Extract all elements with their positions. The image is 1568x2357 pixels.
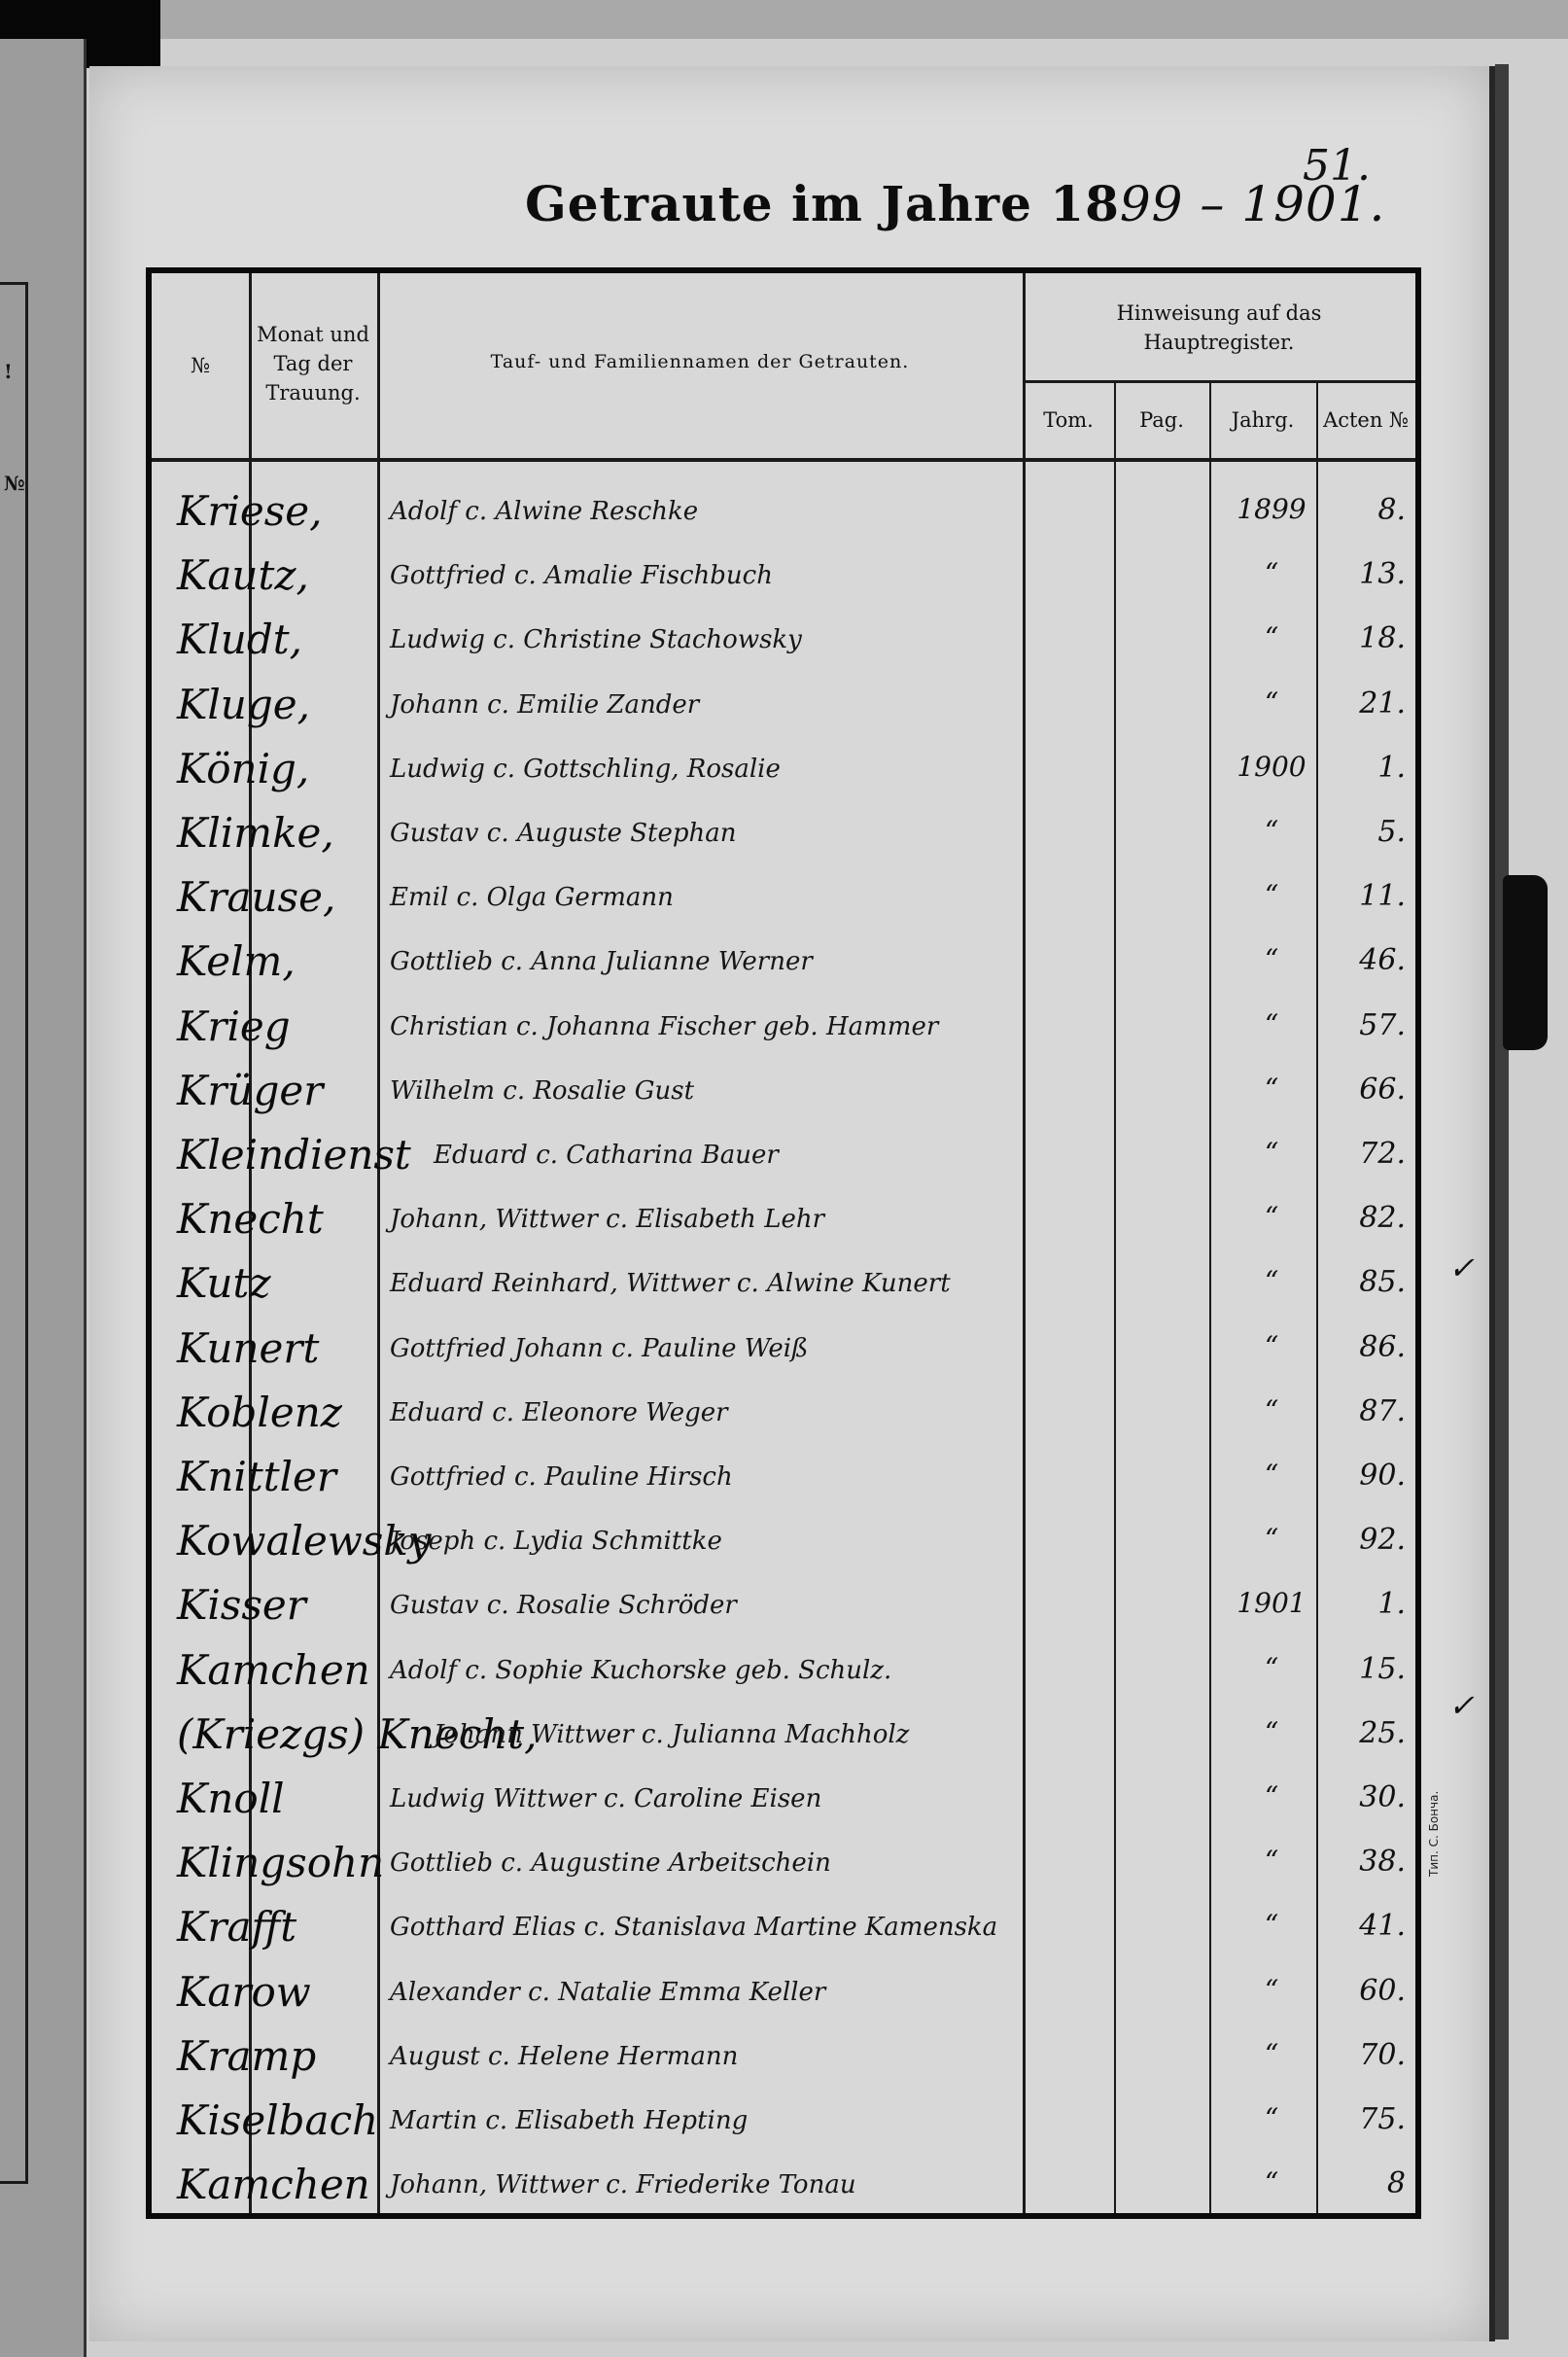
title-handwritten-years: 99 – 1901. <box>1119 176 1386 232</box>
row-year: “ <box>1264 1845 1279 1878</box>
row-names-detail: Joseph c. Lydia Schmittke <box>390 1527 722 1557</box>
row-year: “ <box>1264 2166 1279 2199</box>
row-surname: Kludt, <box>177 616 302 664</box>
header-jahrg: Jahrg. <box>1231 408 1295 432</box>
register-row <box>152 1259 1415 1321</box>
row-surname: Kowalewsky <box>177 1517 432 1565</box>
row-acten-number: 15. <box>1359 1651 1406 1686</box>
header-date <box>249 320 377 407</box>
row-surname: Kutz <box>177 1259 271 1308</box>
left-page-fragment <box>0 39 87 2357</box>
margin-check-mark: ✓ <box>1448 1687 1475 1724</box>
row-surname: Kiselbach <box>177 2096 379 2144</box>
row-acten-number: 21. <box>1359 686 1406 721</box>
row-year: “ <box>1264 1715 1279 1748</box>
register-row <box>152 1195 1415 1257</box>
row-acten-number: 60. <box>1359 1973 1406 2008</box>
row-names-detail: Johann, Wittwer c. Friederike Tonau <box>390 2170 856 2200</box>
row-names-detail: Gustav c. Rosalie Schröder <box>390 1591 737 1621</box>
register-table <box>146 267 1421 2219</box>
row-surname: Kisser <box>177 1581 306 1630</box>
row-acten-number: 92. <box>1359 1523 1406 1558</box>
row-year: “ <box>1264 1393 1279 1426</box>
row-year: “ <box>1264 1329 1279 1362</box>
page-title <box>525 175 1386 232</box>
title-printed: Getraute im Jahre 18 <box>525 175 1120 232</box>
register-row <box>152 1775 1415 1837</box>
row-surname: Kelm, <box>177 937 296 986</box>
register-row <box>152 1389 1415 1451</box>
register-row <box>152 745 1415 807</box>
row-names-detail: Eduard c. Eleonore Weger <box>390 1397 728 1427</box>
row-acten-number: 1. <box>1377 1587 1406 1622</box>
row-surname: Kriese, <box>177 487 323 535</box>
register-row <box>152 937 1415 1000</box>
row-acten-number: 38. <box>1359 1845 1406 1880</box>
row-acten-number: 5. <box>1377 815 1406 849</box>
row-names-detail: Alexander c. Natalie Emma Keller <box>390 1977 826 2007</box>
row-names-detail: Ludwig c. Christine Stachowsky <box>390 625 802 655</box>
row-year: 1900 <box>1237 750 1307 783</box>
header-pag: Pag. <box>1139 408 1184 432</box>
row-names-detail: Wilhelm c. Rosalie Gust <box>390 1075 695 1106</box>
register-row <box>152 1131 1415 1193</box>
row-year: “ <box>1264 1780 1279 1812</box>
row-names-detail: Ludwig c. Gottschling, Rosalie <box>390 754 781 784</box>
row-names-detail: Gottfried c. Amalie Fischbuch <box>390 561 773 591</box>
row-surname: Klimke, <box>177 809 334 857</box>
row-year: “ <box>1264 1072 1279 1105</box>
row-surname: Krüger <box>177 1066 324 1114</box>
row-year: “ <box>1264 943 1279 976</box>
row-surname: Kunert <box>177 1323 320 1372</box>
register-row <box>152 1646 1415 1708</box>
row-acten-number: 1. <box>1377 750 1406 785</box>
row-year: “ <box>1264 1137 1279 1169</box>
row-surname: Krieg <box>177 1002 291 1050</box>
register-row <box>152 1324 1415 1387</box>
row-surname: Koblenz <box>177 1388 342 1436</box>
row-names-detail: Johann c. Emilie Zander <box>390 689 700 720</box>
register-row <box>152 551 1415 614</box>
row-names-detail: Emil c. Olga Germann <box>390 883 674 913</box>
register-row <box>152 1903 1415 1965</box>
row-year: 1899 <box>1237 493 1307 525</box>
row-names-detail: Johann, Wittwer c. Elisabeth Lehr <box>390 1205 825 1235</box>
row-year: “ <box>1264 1201 1279 1234</box>
header-reference <box>1023 299 1415 357</box>
row-year: 1901 <box>1237 1587 1307 1620</box>
row-year: “ <box>1264 686 1279 719</box>
row-surname: Kautz, <box>177 551 309 600</box>
row-acten-number: 41. <box>1359 1909 1406 1944</box>
register-row <box>152 2161 1415 2223</box>
left-page-mark: № <box>4 472 25 495</box>
left-page-table-edge <box>0 282 28 2184</box>
row-acten-number: 70. <box>1359 2037 1406 2072</box>
header-names: Tauf- und Familiennamen der Getrauten. <box>490 351 910 372</box>
row-names-detail: Gottlieb c. Augustine Arbeitschein <box>390 1848 831 1879</box>
register-row <box>152 2096 1415 2159</box>
row-names-detail: Christian c. Johanna Fischer geb. Hammer <box>390 1011 939 1041</box>
row-year: “ <box>1264 2102 1279 2134</box>
row-year: “ <box>1264 1651 1279 1684</box>
row-acten-number: 85. <box>1359 1265 1406 1300</box>
row-acten-number: 8 <box>1386 2166 1406 2201</box>
row-surname: Kramp <box>177 2031 317 2080</box>
row-surname: Krause, <box>177 873 336 922</box>
header-reference-line: Hauptregister. <box>1143 331 1295 354</box>
row-surname: König, <box>177 744 310 792</box>
margin-check-mark: ✓ <box>1448 1249 1475 1286</box>
register-row <box>152 1453 1415 1515</box>
row-year: “ <box>1264 1523 1279 1556</box>
row-names-detail: Gustav c. Auguste Stephan <box>390 819 737 848</box>
row-acten-number: 90. <box>1359 1459 1406 1493</box>
row-year: “ <box>1264 1909 1279 1942</box>
row-surname: Kamchen <box>177 2161 370 2209</box>
row-acten-number: 87. <box>1359 1393 1406 1428</box>
header-date-line: Trauung. <box>265 381 361 405</box>
register-row <box>152 1581 1415 1643</box>
register-row <box>152 487 1415 549</box>
row-year: “ <box>1264 1007 1279 1040</box>
header-no: № <box>191 354 210 377</box>
register-row <box>152 1839 1415 1901</box>
row-acten-number: 11. <box>1359 879 1406 914</box>
row-names-detail: Martin c. Elisabeth Hepting <box>390 2106 749 2135</box>
page-edge <box>1495 64 1509 2339</box>
header-subdivider <box>1023 380 1415 383</box>
row-acten-number: 66. <box>1359 1072 1406 1107</box>
row-surname: Karow <box>177 1967 311 2016</box>
row-names-detail: Gotthard Elias c. Stanislava Martine Kamenska <box>390 1913 998 1943</box>
row-acten-number: 57. <box>1359 1007 1406 1042</box>
page-number: 51. <box>1303 141 1371 191</box>
row-names-detail: Adolf c. Alwine Reschke <box>390 497 699 526</box>
header-date-line: Tag der <box>273 352 353 375</box>
row-acten-number: 8. <box>1377 493 1406 527</box>
row-year: “ <box>1264 1973 1279 2006</box>
register-row <box>152 1067 1415 1129</box>
row-surname: Knoll <box>177 1775 285 1822</box>
row-acten-number: 13. <box>1359 557 1406 592</box>
row-surname: Klingsohn <box>177 1839 385 1887</box>
row-names-detail: Eduard c. Catharina Bauer <box>434 1141 779 1170</box>
row-year: “ <box>1264 1265 1279 1298</box>
row-names-detail: Eduard Reinhard, Wittwer c. Alwine Kunert <box>390 1269 951 1299</box>
row-year: “ <box>1264 1459 1279 1491</box>
header-date-line: Monat und <box>257 323 369 346</box>
row-acten-number: 72. <box>1359 1137 1406 1171</box>
row-year: “ <box>1264 557 1279 590</box>
row-year: “ <box>1264 621 1279 654</box>
row-acten-number: 82. <box>1359 1201 1406 1236</box>
row-surname: Kleindienst <box>177 1131 411 1178</box>
register-row <box>152 681 1415 743</box>
row-names-detail: Adolf c. Sophie Kuchorske geb. Schulz. <box>390 1655 892 1685</box>
register-row <box>152 1003 1415 1065</box>
row-surname: Krafft <box>177 1903 297 1952</box>
register-row <box>152 873 1415 935</box>
row-surname: Knecht <box>177 1195 324 1244</box>
header-reference-line: Hinweisung auf das <box>1116 301 1322 325</box>
film-strip-top <box>0 0 1568 39</box>
row-names-detail: Gottfried c. Pauline Hirsch <box>390 1462 733 1492</box>
row-acten-number: 25. <box>1359 1715 1406 1750</box>
row-acten-number: 46. <box>1359 943 1406 978</box>
row-surname: (Kriezgs) Knecht, <box>177 1709 538 1758</box>
row-surname: Kamchen <box>177 1645 370 1694</box>
printer-note: Тип. С. Бонча. <box>1427 1790 1441 1877</box>
header-acten: Acten № <box>1323 408 1409 432</box>
row-acten-number: 30. <box>1359 1780 1406 1814</box>
row-acten-number: 86. <box>1359 1329 1406 1364</box>
row-names-detail: August c. Helene Hermann <box>390 2041 739 2071</box>
row-names-detail: Gottlieb c. Anna Julianne Werner <box>390 947 813 977</box>
register-row <box>152 1517 1415 1579</box>
header-bottom-rule <box>152 458 1415 462</box>
binding-clip <box>1503 875 1548 1050</box>
row-year: “ <box>1264 2037 1279 2070</box>
row-surname: Knittler <box>177 1453 336 1500</box>
row-year: “ <box>1264 879 1279 912</box>
register-row <box>152 1710 1415 1773</box>
register-row <box>152 2032 1415 2094</box>
register-row <box>152 616 1415 678</box>
register-row <box>152 809 1415 871</box>
left-page-mark: ! <box>4 360 13 383</box>
row-acten-number: 75. <box>1359 2102 1406 2136</box>
row-names-detail: Johann Wittwer c. Julianna Machholz <box>434 1719 910 1749</box>
row-names-detail: Gottfried Johann c. Pauline Weiß <box>390 1333 809 1363</box>
row-year: “ <box>1264 815 1279 847</box>
register-row <box>152 1968 1415 2030</box>
row-acten-number: 18. <box>1359 621 1406 656</box>
row-surname: Kluge, <box>177 680 310 728</box>
row-names-detail: Ludwig Wittwer c. Caroline Eisen <box>390 1784 822 1813</box>
header-tom: Tom. <box>1043 408 1094 432</box>
